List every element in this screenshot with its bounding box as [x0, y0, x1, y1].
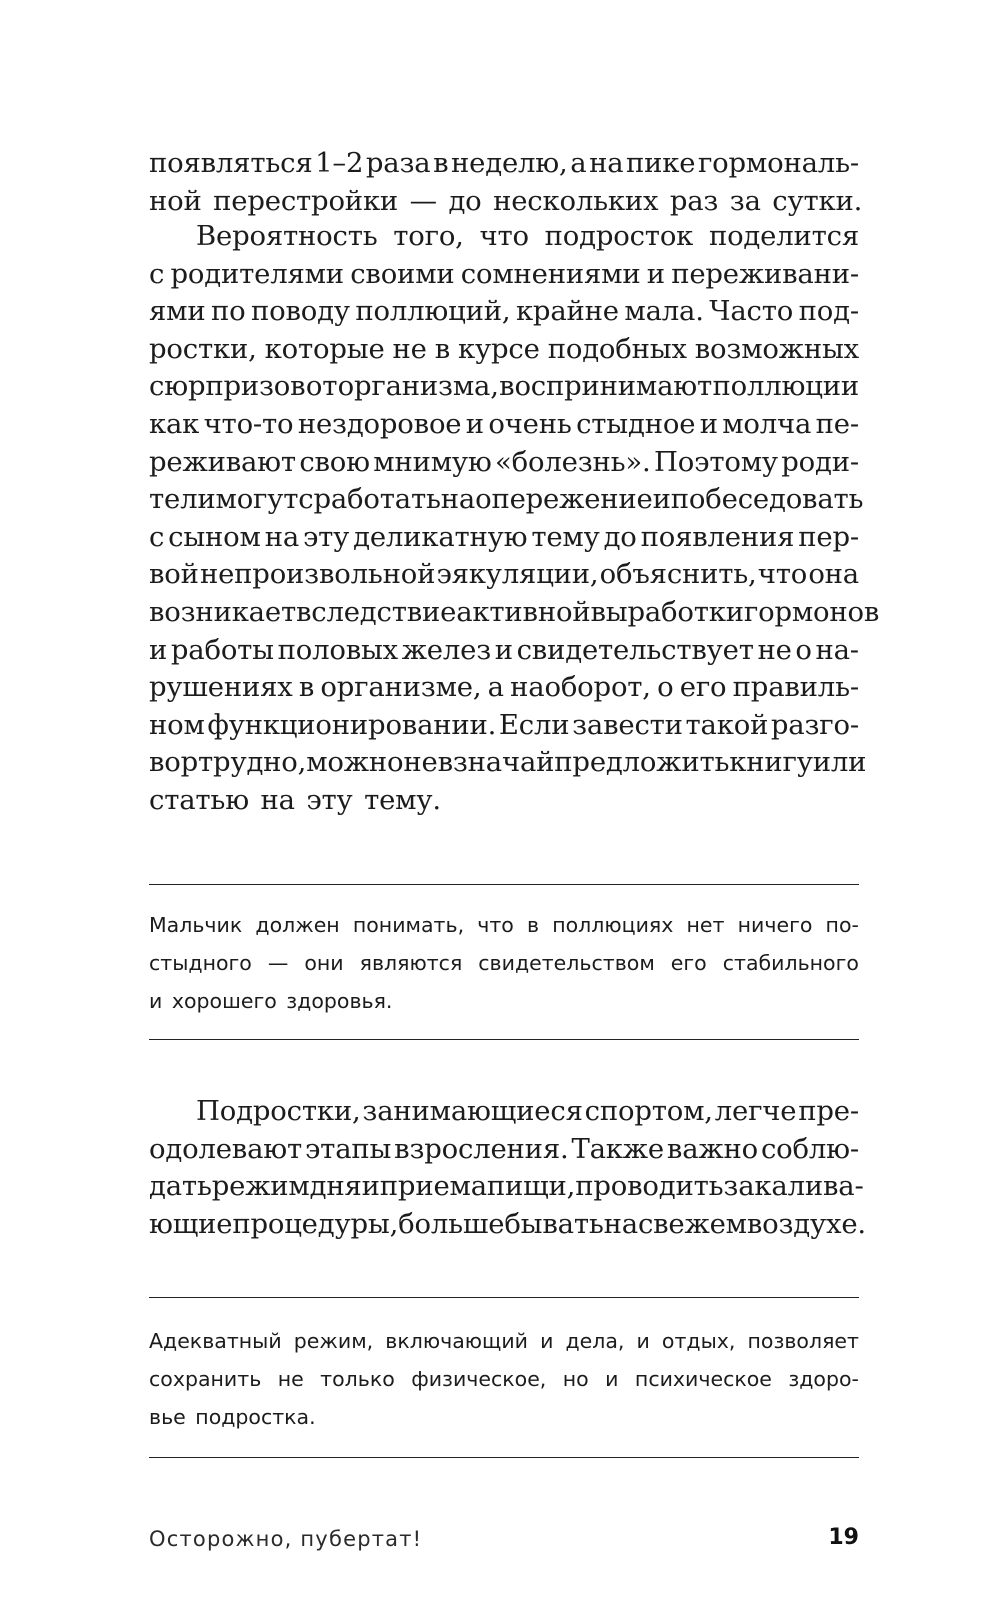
text-line: вой непроизвольной эякуляции, объяснить, что она: [149, 558, 859, 591]
text-line: появляться 1–2 раза в неделю, а на пике гормональ-: [149, 147, 859, 179]
text-line: дать режим дня и приема пищи, проводить закалива-: [149, 1170, 864, 1203]
text-line: вор трудно, можно невзначай предложить книгу или: [149, 746, 867, 779]
callout-line: стыдного — они являются свидетельством его стабильного: [149, 951, 859, 975]
text-line: с сыном на эту деликатную тему до появления пер-: [149, 520, 859, 553]
callout-line: Адекватный режим, включающий и дела, и отдых, позволяет: [149, 1329, 859, 1353]
running-footer-title: Осторожно, пубертат!: [149, 1527, 423, 1551]
callout-line: сохранить не только физическое, но и психическое здоро-: [149, 1367, 859, 1391]
text-line: рушениях в организме, а наоборот, о его правиль-: [149, 671, 859, 704]
text-line: одолевают этапы взросления. Также важно соблю-: [149, 1132, 859, 1165]
text-line: как что-то нездоровое и очень стыдное и молча пе-: [149, 407, 859, 440]
paragraph-parent-conversation: [149, 218, 880, 820]
text-line: ном функционировании. Если завести такой разго-: [149, 708, 859, 741]
page-number: 19: [828, 1525, 859, 1550]
text-line: ющие процедуры, больше бывать на свежем воздухе.: [149, 1207, 866, 1240]
text-line: Подростки, занимающиеся спортом, легче пре-: [196, 1095, 859, 1127]
callout-line: и хорошего здоровья.: [149, 989, 393, 1013]
text-line: с родителями своими сомнениями и переживани-: [149, 257, 859, 290]
callout-line: Мальчик должен понимать, что в поллюциях нет ничего по-: [149, 913, 859, 937]
text-line: ями по поводу поллюций, крайне мала. Часто под-: [149, 295, 859, 328]
text-line: ной перестройки — до нескольких раз за сутки.: [149, 184, 863, 217]
callout-bottom-rule: [149, 1457, 859, 1458]
paragraph-continuation: [149, 145, 863, 220]
text-line: Вероятность того, что подросток поделится: [196, 220, 859, 252]
callout-regime-note: [149, 1322, 859, 1436]
text-line: статью на эту тему.: [149, 783, 441, 816]
text-line: тели могут сработать на опережение и побеседовать: [149, 483, 864, 516]
callout-line: вье подростка.: [149, 1405, 316, 1429]
text-line: ростки, которые не в курсе подобных возможных: [149, 332, 859, 365]
paragraph-sport: [149, 1093, 866, 1243]
callout-top-rule: [149, 884, 859, 885]
text-line: реживают свою мнимую «болезнь». Поэтому роди-: [149, 445, 859, 478]
text-line: сюрпризов от организма, воспринимают поллюции: [149, 370, 859, 403]
callout-pollution-note: [149, 906, 859, 1020]
text-line: возникает вследствие активной выработки гормонов: [149, 595, 880, 628]
text-line: и работы половых желез и свидетельствует не о на-: [149, 633, 859, 666]
callout-top-rule: [149, 1297, 859, 1298]
callout-bottom-rule: [149, 1039, 859, 1040]
